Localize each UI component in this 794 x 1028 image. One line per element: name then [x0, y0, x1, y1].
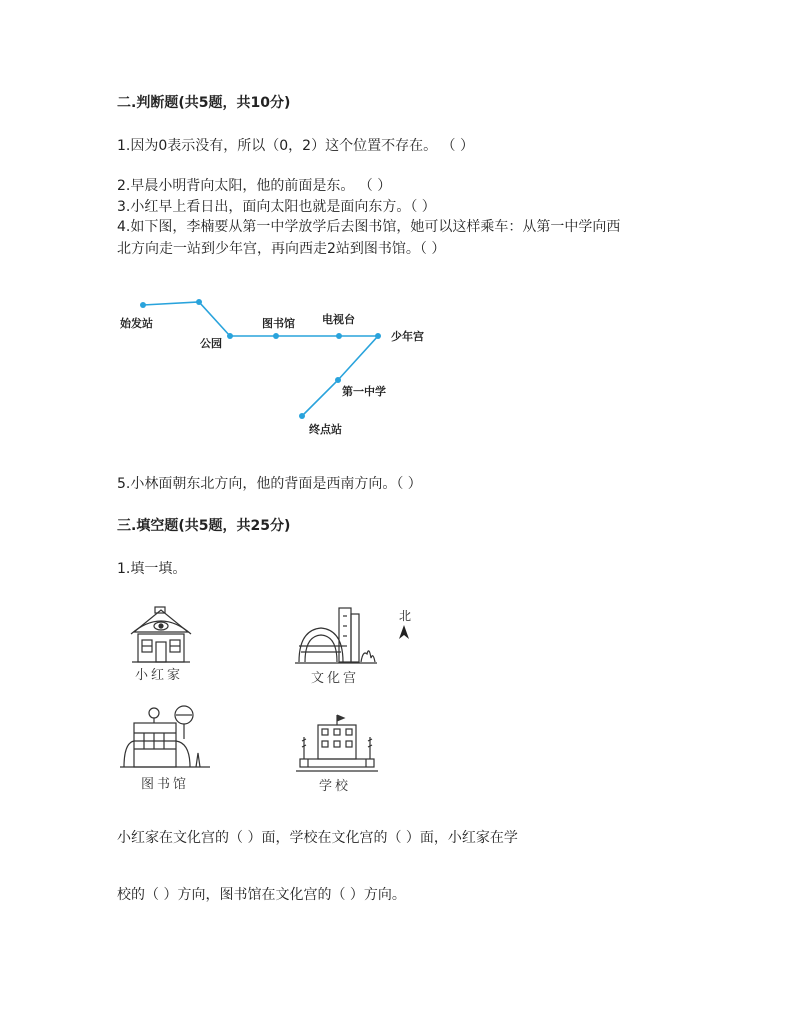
section2-heading: 二.判断题(共5题，共10分) [117, 95, 291, 111]
north-label: 北 [399, 609, 412, 623]
label-start: 始发站 [120, 317, 153, 330]
fill-question-1: 1.填一填。 [117, 561, 187, 577]
station-dot-tv [336, 333, 342, 339]
school-illustration [296, 713, 378, 775]
section3-heading: 三.填空题(共5题，共25分) [117, 518, 291, 534]
label-school: 第一中学 [342, 385, 386, 398]
label-library: 图书馆 [262, 317, 295, 330]
station-dot-school [335, 377, 341, 383]
label-school: 学校 [319, 779, 352, 794]
house-illustration [128, 604, 194, 666]
north-arrow-icon [397, 624, 411, 640]
station-dot-bend [196, 299, 202, 305]
library-illustration [120, 703, 210, 771]
label-park: 公园 [200, 337, 222, 350]
station-dot-start [140, 302, 146, 308]
question-1: 1.因为0表示没有，所以（0，2）这个位置不存在。 （ ） [117, 138, 474, 154]
route-map [110, 285, 450, 445]
station-dot-terminal [299, 413, 305, 419]
question-3: 3.小红早上看日出，面向太阳也就是面向东方。（ ） [117, 199, 436, 215]
station-dot-park [227, 333, 233, 339]
label-library: 图书馆 [141, 777, 190, 792]
label-tv: 电视台 [322, 313, 355, 326]
fill-sentence-line1: 小红家在文化宫的（ ）面，学校在文化宫的（ ）面，小红家在学 [117, 830, 518, 846]
question-4-line1: 4.如下图，李楠要从第一中学放学后去图书馆，她可以这样乘车：从第一中学向西 [117, 219, 621, 235]
label-home: 小红家 [135, 668, 184, 683]
station-dot-library [273, 333, 279, 339]
label-terminal: 终点站 [309, 423, 342, 436]
label-youth-palace: 少年宫 [391, 330, 424, 343]
station-dot-youth-palace [375, 333, 381, 339]
label-culture-palace: 文化宫 [311, 671, 360, 686]
fill-sentence-line2: 校的（ ）方向，图书馆在文化宫的（ ）方向。 [117, 887, 406, 903]
culture-palace-illustration [295, 602, 377, 666]
question-4-line2: 北方向走一站到少年宫，再向西走2站到图书馆。（ ） [117, 241, 446, 257]
question-5: 5.小林面朝东北方向，他的背面是西南方向。（ ） [117, 476, 422, 492]
question-2: 2.早晨小明背向太阳，他的前面是东。 （ ） [117, 178, 392, 194]
